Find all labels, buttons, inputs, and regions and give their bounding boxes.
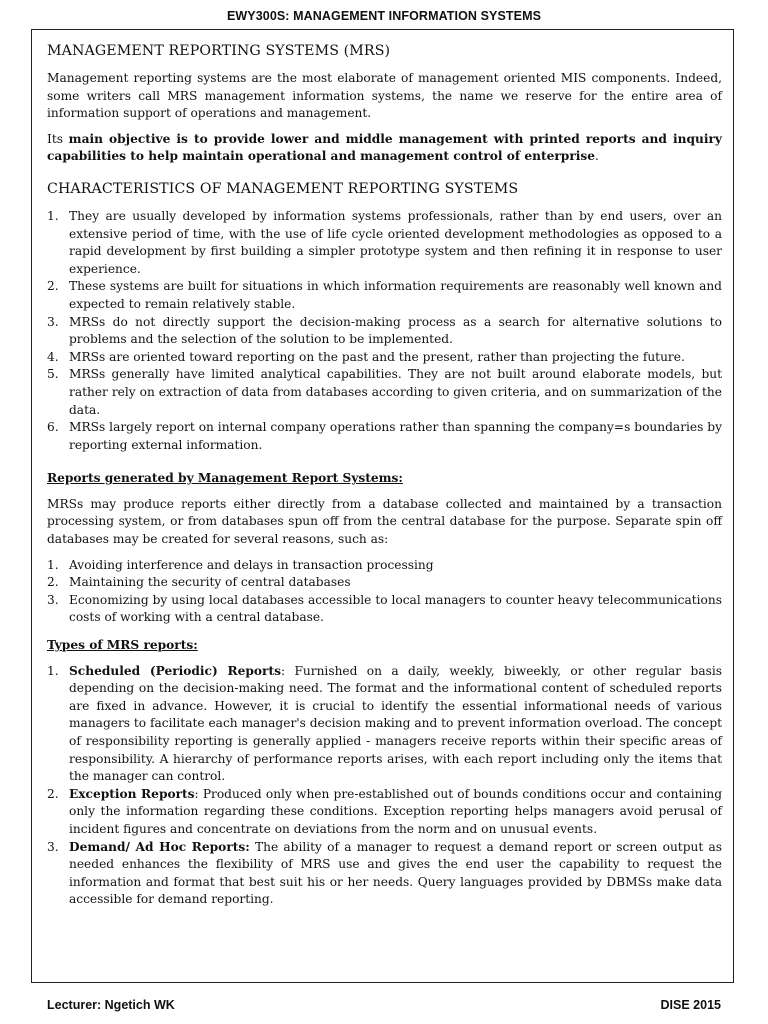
list-item: 5. MRSs generally have limited analytical capabilities. They are not built around elaborate models, but rather rely on extraction of data from databases according to given criteria, and on summarization of the data. bbox=[47, 367, 722, 417]
list-item: 3. Demand/ Ad Hoc Reports: The ability of a manager to request a demand report or screen output as needed enhances the flexibility of MRS use and gives the end user the capability to request the information and format that best suit his or her needs. Query languages provided by DBMSs make data accessible for demand reporting. bbox=[47, 839, 723, 907]
list-item: 2. Exception Reports: Produced only when pre-established out of bounds conditions occur and containing only the information regarding these conditions. Exception reporting helps managers avoid perusal of incident figures and concentrate on deviations from the norm and on unusual events. bbox=[47, 786, 722, 836]
section-heading-mrs: MANAGEMENT REPORTING SYSTEMS (MRS) bbox=[47, 43, 391, 59]
subheading-types-of-reports: Types of MRS reports: bbox=[47, 638, 198, 653]
objective-suffix: . bbox=[594, 149, 599, 164]
list-item: 3. MRSs do not directly support the decision-making process as a search for alternative solutions to problems and the selection of the solution to be implemented. bbox=[47, 314, 722, 347]
list-item: 6. MRSs largely report on internal company operations rather than spanning the company=s boundaries by reporting external information. bbox=[47, 420, 722, 452]
reports-generated-paragraph: MRSs may produce reports either directly from a database collected and maintained by a transaction processing system, or from databases spun off from the central database for the purpose. Separate spin off databases may be created for several reasons, such as: bbox=[47, 496, 722, 547]
mrs-objective-paragraph bbox=[47, 131, 722, 166]
characteristics-list bbox=[47, 208, 722, 454]
page-header-title: EWY300S: MANAGEMENT INFORMATION SYSTEMS bbox=[226, 9, 542, 23]
list-item: 1. They are usually developed by information systems professionals, rather than by end users, over an extensive period of time, with the use of life cycle oriented development methodologies as opposed to a rapid development by first building a simpler prototype system and then refining it in response to user experience. bbox=[47, 208, 722, 276]
list-item: 2. These systems are built for situations in which information requirements are reasonably well known and expected to remain relatively stable. bbox=[47, 279, 722, 311]
list-item: 3. Economizing by using local databases accessible to local managers to counter heavy telecommunications costs of working with a central database. bbox=[47, 592, 722, 625]
footer-course-code: DISE 2015 bbox=[660, 998, 721, 1012]
objective-bold-text: main objective is to provide lower and middle management with printed reports and inquiry capabilities to help maintain operational and management control of enterprise bbox=[47, 131, 723, 164]
list-item: 4. MRSs are oriented toward reporting on the past and the present, rather than projecting the future. bbox=[47, 349, 685, 364]
list-item: 1. Avoiding interference and delays in transaction processing bbox=[47, 557, 434, 572]
objective-prefix: Its bbox=[47, 131, 69, 146]
document-body bbox=[47, 42, 722, 919]
list-item: 2. Maintaining the security of central databases bbox=[47, 575, 351, 590]
subheading-reports-generated: Reports generated by Management Report Systems: bbox=[47, 471, 403, 486]
mrs-intro-paragraph: Management reporting systems are the most elaborate of management oriented MIS components. Indeed, some writers call MRS management information systems, the name we reserve for the entire area of information support of operations and management. bbox=[47, 71, 722, 121]
list-item: 1. Scheduled (Periodic) Reports: Furnished on a daily, weekly, biweekly, or other regular basis depending on the decision-making need. The format and the informational content of scheduled reports are fixed in advance. However, it is crucial to identify the essential informational needs of various managers to facilitate each manager's decision making and to prevent information overload. The concept of responsibility reporting is generally applied - managers receive reports within their specific areas of responsibility. A hierarchy of performance reports arises, with each report including only the items that the manager can control. bbox=[47, 663, 723, 784]
report-types-list bbox=[47, 663, 722, 909]
section-heading-characteristics: CHARACTERISTICS OF MANAGEMENT REPORTING SYSTEMS bbox=[47, 180, 519, 197]
spinoff-reasons-list bbox=[47, 557, 722, 627]
footer-lecturer: Lecturer: Ngetich WK bbox=[47, 998, 175, 1012]
